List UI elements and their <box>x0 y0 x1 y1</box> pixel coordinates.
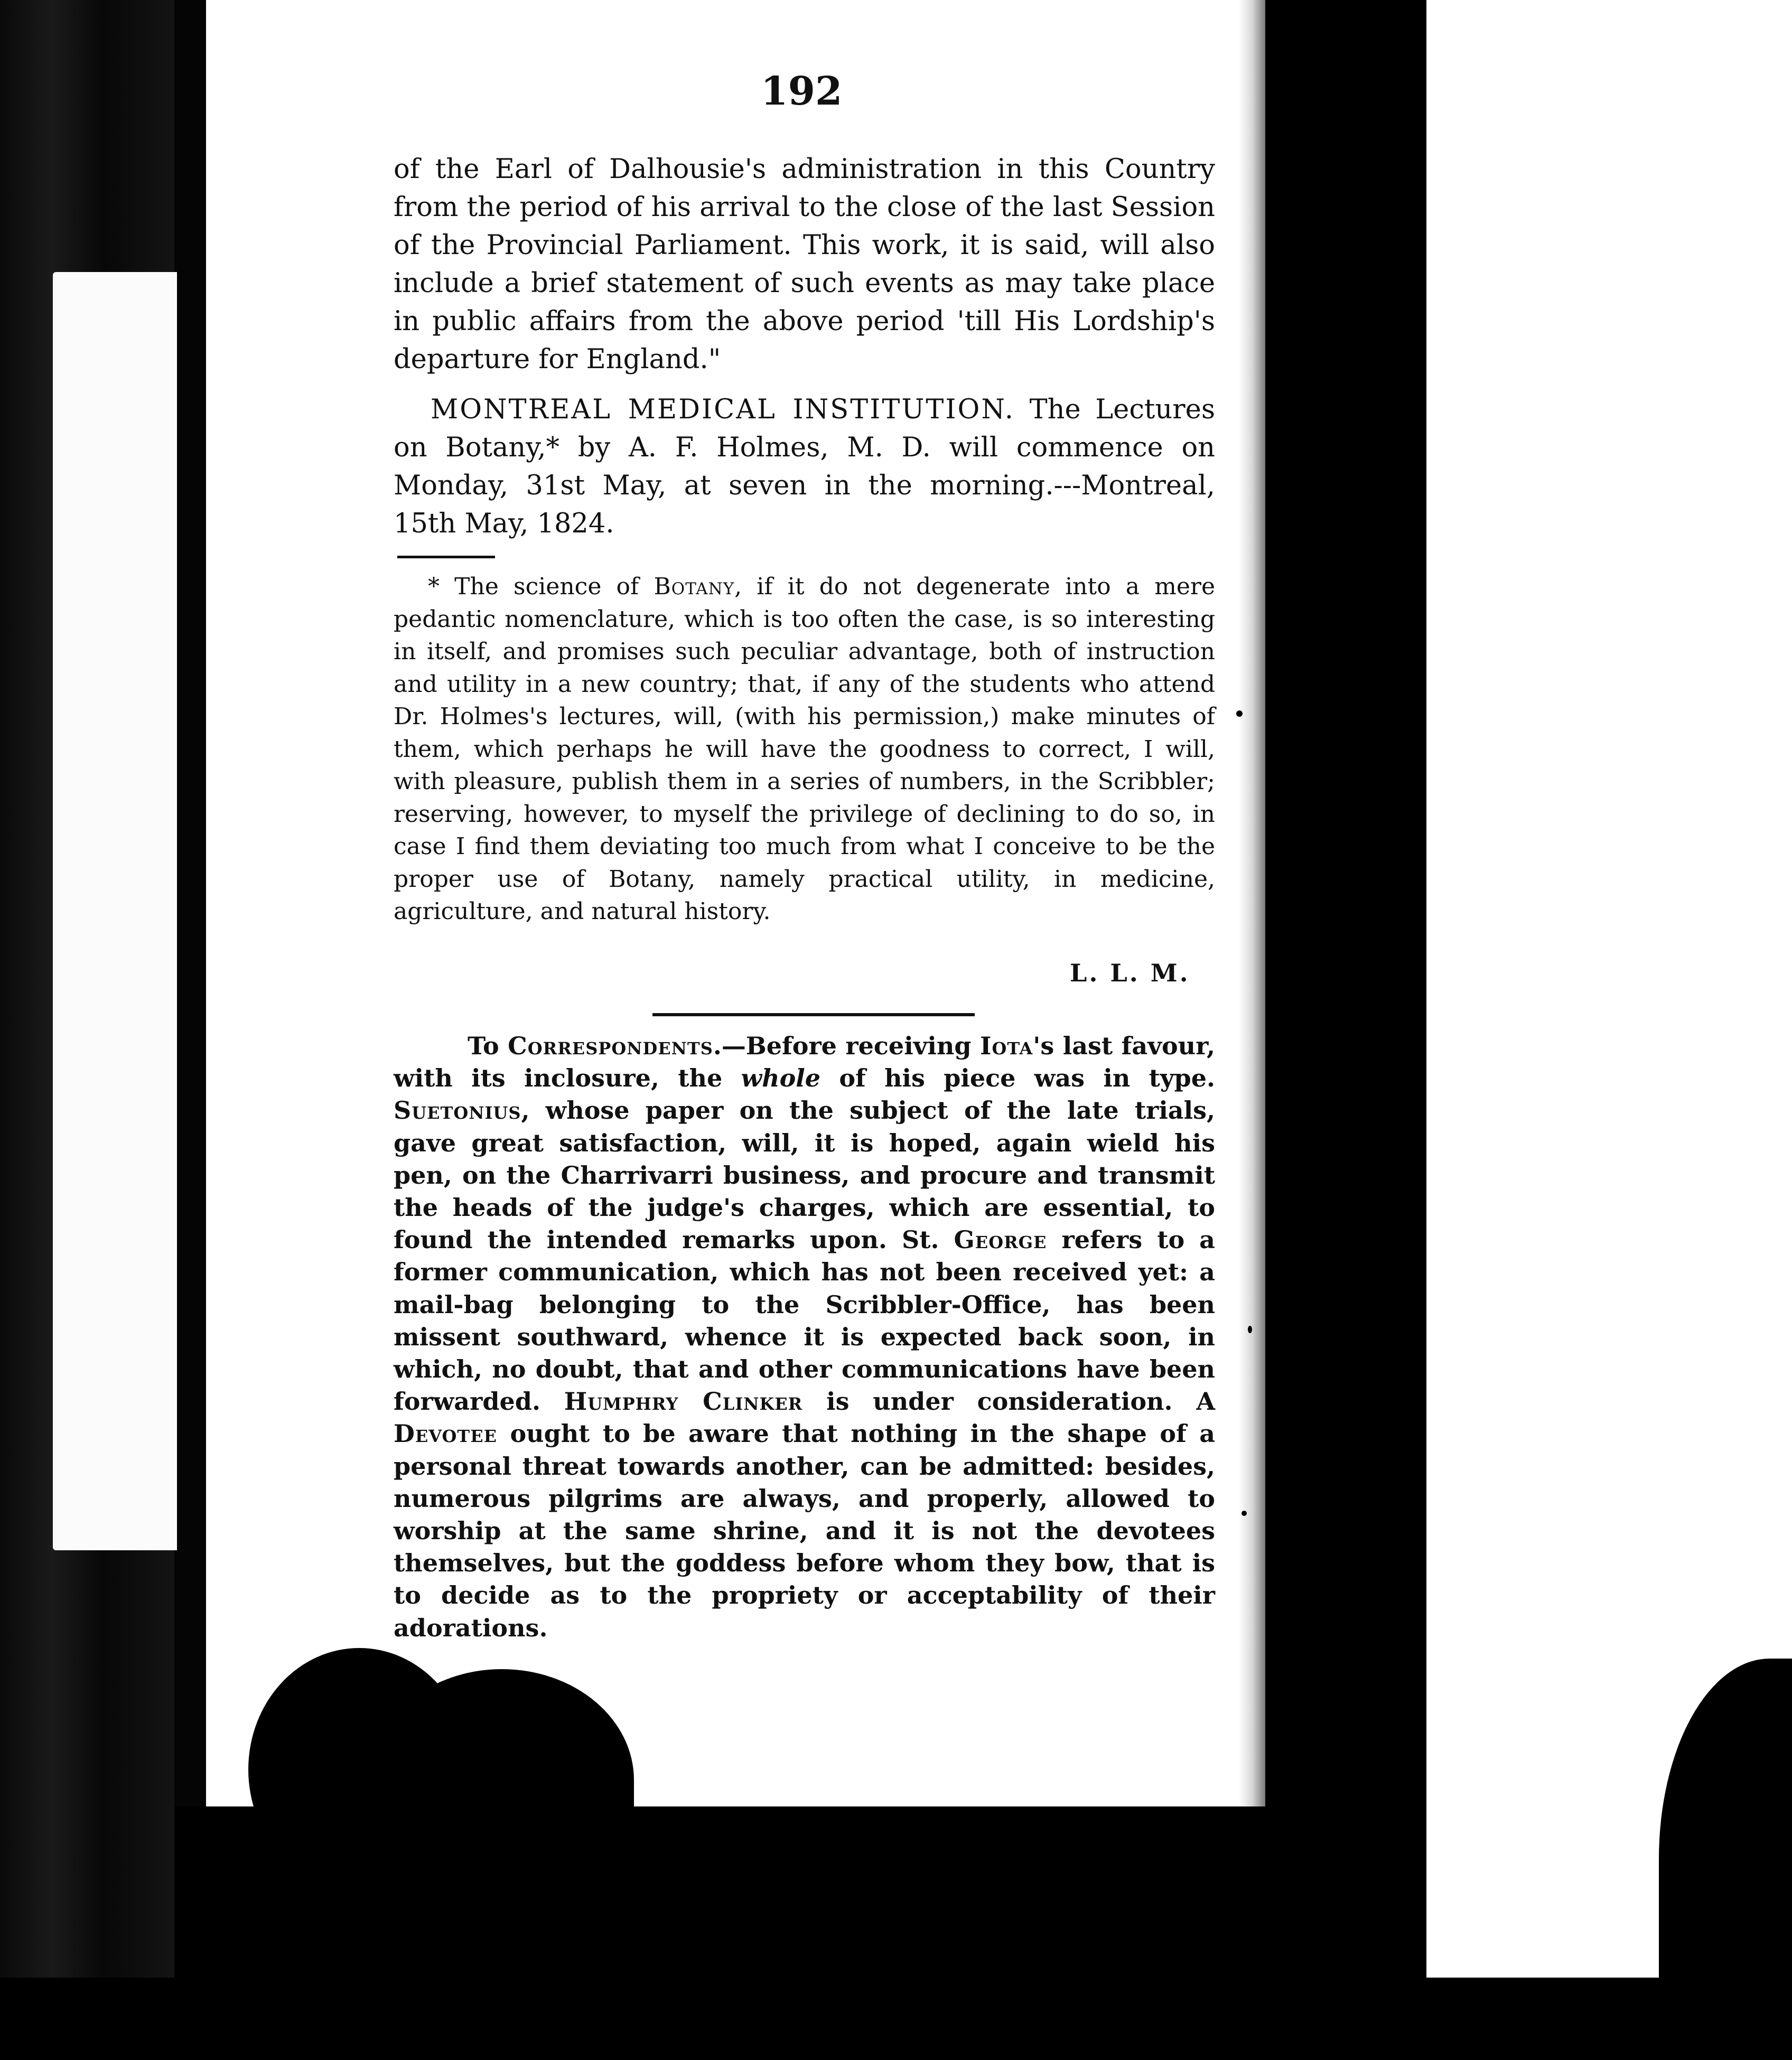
corr-emph-whole: whole <box>741 1064 821 1093</box>
corr-name-devotee: Devotee <box>394 1419 498 1448</box>
book-gutter <box>1265 0 1426 1978</box>
corr-lead: To <box>468 1032 499 1060</box>
corr-part1: .—Before receiving <box>713 1032 972 1060</box>
footnote-term: Botany <box>654 573 735 600</box>
corr-name-george: George <box>954 1225 1047 1254</box>
corr-part6: is under consideration. A <box>826 1387 1216 1416</box>
notice-heading: MONTREAL MEDICAL INSTITUTION. <box>431 394 1015 425</box>
footnote-lead: * The science of <box>428 573 639 600</box>
corr-name-humphry: Humphry Clinker <box>564 1387 803 1416</box>
page-edge-shadow <box>1239 0 1265 1865</box>
footnote-signature: L. L. M. <box>1070 959 1190 987</box>
correspondents-notice <box>394 1030 1215 1644</box>
notice-body: The Lectures on Botany,* by A. F. Holmes, M. D. will commence on Monday, 31st May, at seven in the morning.---Montreal, 15th May, 1824. <box>394 394 1215 539</box>
footnote-rule <box>397 556 495 558</box>
corr-name-suetonius: Suetonius <box>394 1096 521 1125</box>
corr-name-iota: Iota <box>979 1032 1033 1060</box>
corr-part5: refers to a former communication, which has not been received yet: a mail-bag belonging to the Scribbler-Office, has been missent southward, whence it is expected back soon, in which, no doubt, that and other communications have been forwarded. <box>394 1225 1215 1416</box>
left-paper-slip <box>53 272 177 1550</box>
page-number: 192 <box>761 69 843 114</box>
ink-speck <box>1242 1511 1247 1516</box>
corr-heading: Correspondents <box>508 1032 713 1060</box>
corr-part2: 's last favour, with its inclosure, the <box>394 1032 1215 1093</box>
ink-speck <box>1248 1326 1252 1333</box>
notice <box>394 391 1215 543</box>
corr-part4: , whose paper on the subject of the late trials, gave great satisfaction, will, it is hoped, again wield his pen, on the Charrivarri business, and procure and transmit the heads of the judge's charges, which are essential, to found the intended remarks upon. St. <box>394 1096 1215 1254</box>
opening-paragraph: of the Earl of Dalhousie's administration in this Country from the period of his arrival to the close of the last Session of the Provincial Parliament. This work, it is said, will also include a brief statement of such events as may take place in public affairs from the above period 'till His Lordship's departure for England." <box>394 154 1215 375</box>
ink-speck <box>1236 710 1243 717</box>
thumb-shadow-2 <box>370 1669 634 1891</box>
footnote <box>394 570 1215 928</box>
corr-part7: ought to be aware that nothing in the shape of a personal threat towards another, can be admitted: besides, numerous pilgrims are always, and properly, allowed to worship at the same shrine, and it is not the devotees themselves, but the goddess before whom they bow, that is to decide as to the propriety or acceptability of their adorations. <box>394 1419 1215 1642</box>
footnote-body: , if it do not degenerate into a mere pedantic nomenclature, which is too often the case, is so interesting in itself, and promises such peculiar advantage, both of instruction and utility in a new country; that, if any of the students who attend Dr. Holmes's lectures, will, (with his permission,) make minutes of them, which perhaps he will have the goodness to correct, I will, with pleasure, publish them in a series of numbers, in the Scribbler; reserving, however, to myself the privilege of declining to do so, in case I find them deviating too much from what I conceive to be the proper use of Botany, namely practical utility, in medicine, agriculture, and natural history. <box>394 573 1216 925</box>
corr-part3: of his piece was in type. <box>839 1064 1215 1093</box>
section-rule <box>652 1013 975 1016</box>
